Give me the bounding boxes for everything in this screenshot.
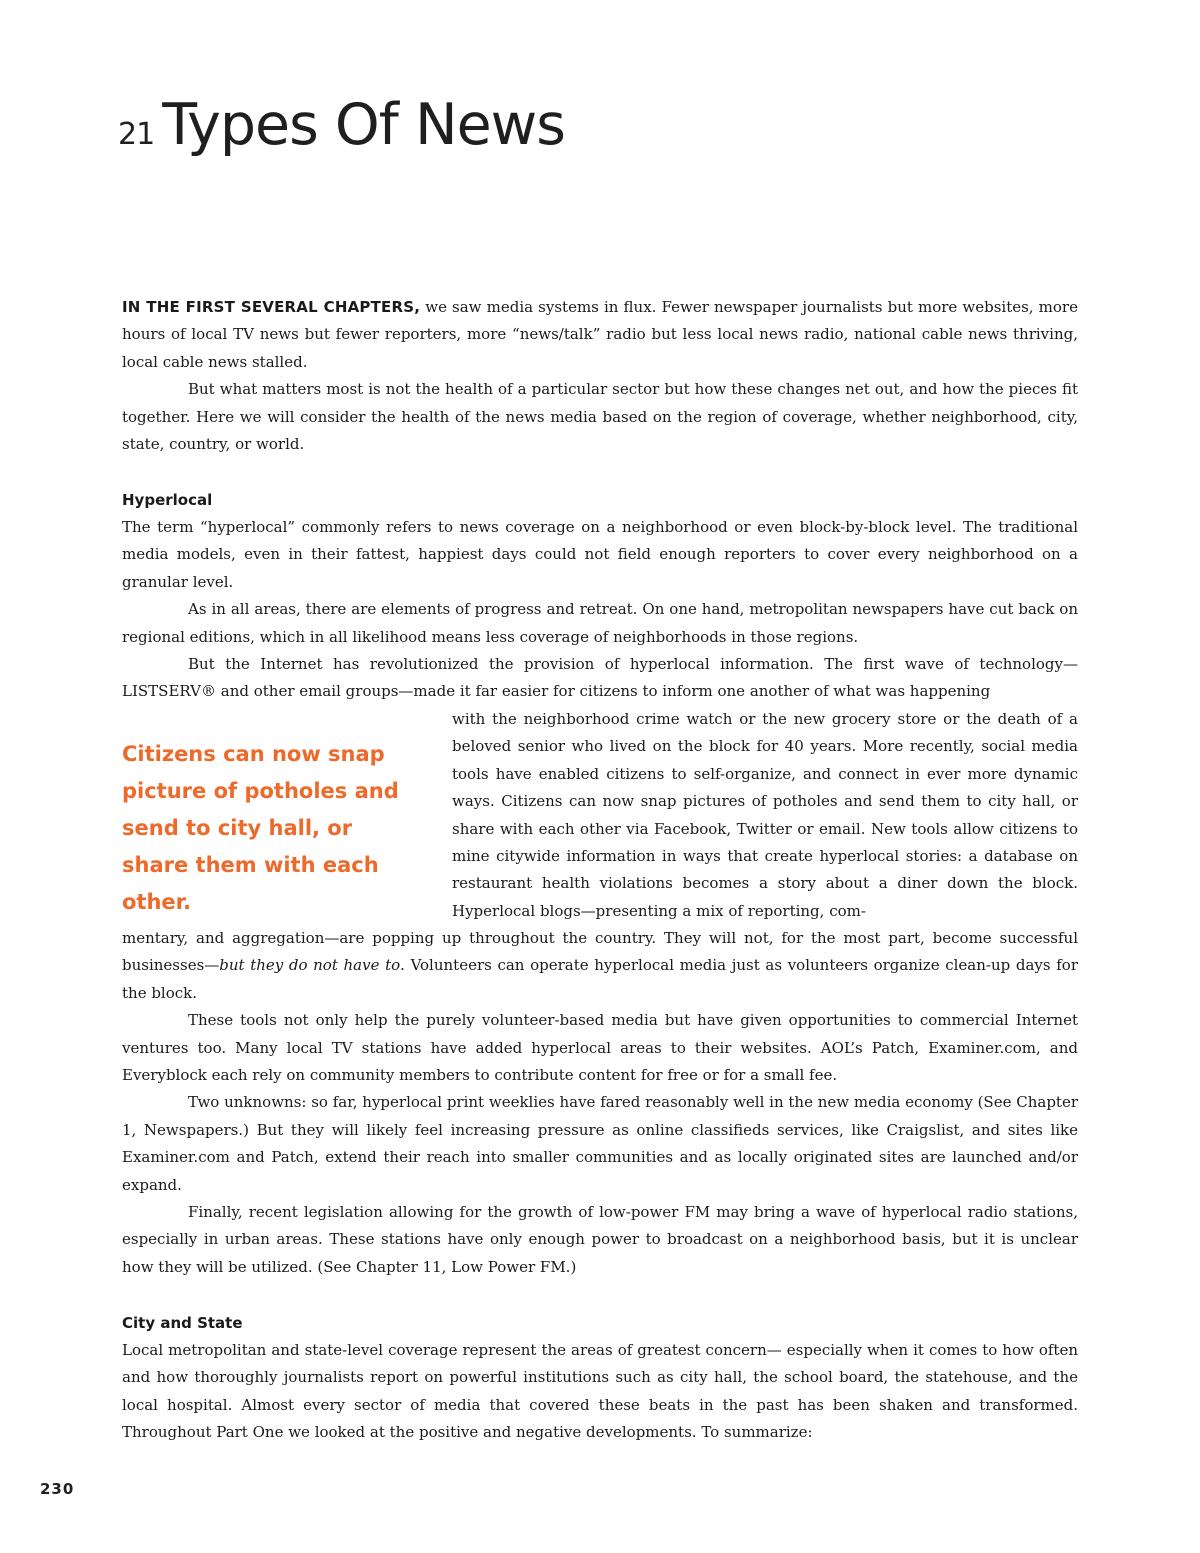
city-state-paragraph-1: Local metropolitan and state-level coverage represent the areas of greatest concern— especially when it comes to how often and how thoroughly journalists report on powerful institutions such as city hall, the school board, the statehouse, and the local hospital. Almost every sector of media that covered these beats in the past has been shaken and transformed. Throughout Part One we looked at the positive and negative developments. To summarize: (122, 1341, 1078, 1442)
hyperlocal-paragraph-2: As in all areas, there are elements of progress and retreat. On one hand, metropolitan newspapers have cut back on regional editions, which in all likelihood means less coverage of neighborhoods in those regions. (122, 600, 1078, 646)
hyperlocal-paragraph-5: Two unknowns: so far, hyperlocal print weeklies have fared reasonably well in the new media economy (See Chapter 1, Newspapers.) But they will likely feel increasing pressure as online classifieds services, like Craigslist, and sites like Examiner.com and Patch, extend their reach into smaller communities and as locally originated sites are launched and/or expand. (122, 1093, 1078, 1194)
hyperlocal-paragraph-3-continued (122, 925, 1078, 1007)
page-number: 230 (40, 1480, 75, 1498)
hyperlocal-paragraph-3-wide-2: . Volunteers can operate hyperlocal media just as volunteers organize clean-up days for the block. (122, 956, 1078, 1002)
hyperlocal-paragraph-1: The term “hyperlocal” commonly refers to news coverage on a neighborhood or even block-by-block level. The traditional media models, even in their fattest, happiest days could not field enough reporters to cover every neighborhood on a granular level. (122, 518, 1078, 591)
hyperlocal-section-bottom (122, 925, 1078, 1281)
hyperlocal-paragraph-3-wide-1: mentary, and aggregation—are popping up throughout the country. They will not, for the most part, become successful businesses— (122, 929, 1078, 975)
section-heading-hyperlocal: Hyperlocal (122, 491, 213, 509)
hyperlocal-section-top (122, 487, 1078, 706)
emphasis-text: but they do not have to (219, 956, 401, 975)
intro-paragraph-1 (122, 294, 1078, 376)
section-heading-city-state: City and State (122, 1314, 243, 1332)
lead-in: IN THE FIRST SEVERAL CHAPTERS, (122, 298, 421, 316)
hyperlocal-paragraph-4: These tools not only help the purely volunteer-based media but have given opportunities to commercial Internet ventures too. Many local TV stations have added hyperlocal areas to their websites. AOL’s Patch, Examiner.com, and Everyblock each rely on community members to contribute content for free or for a small fee. (122, 1011, 1078, 1085)
city-state-section (122, 1310, 1078, 1447)
hyperlocal-paragraph-3-start: But the Internet has revolutionized the provision of hyperlocal information. The first wave of technology—LISTSERV® and other email groups—made it far easier for citizens to inform one another of what was happening (122, 655, 1078, 701)
intro-section (122, 294, 1078, 458)
intro-paragraph-2: But what matters most is not the health of a particular sector but how these changes net out, and how the pieces fit together. Here we will consider the health of the news media based on the region of coverage, whether neighborhood, city, state, country, or world. (122, 380, 1078, 454)
chapter-heading (118, 92, 565, 158)
intro-paragraph-1-text: we saw media systems in flux. Fewer newspaper journalists but more websites, more hours of local TV news but fewer reporters, more “news/talk” radio but less local news radio, national cable news thriving, local cable news stalled. (122, 298, 1078, 371)
hyperlocal-paragraph-3-narrow: with the neighborhood crime watch or the new grocery store or the death of a beloved senior who lived on the block for 40 years. More recently, social media tools have enabled citizens to self-organize, and connect in ever more dynamic ways. Citizens can now snap pictures of potholes and send them to city hall, or share with each other via Facebook, Twitter or email. New tools allow citizens to mine citywide information in ways that create hyperlocal stories: a database on restaurant health violations becomes a story about a diner down the block. Hyperlocal blogs—presenting a mix of reporting, com- (452, 710, 1078, 920)
chapter-title: Types Of News (162, 92, 565, 158)
chapter-number: 21 (118, 117, 155, 152)
hyperlocal-paragraph-6: Finally, recent legislation allowing for the growth of low-power FM may bring a wave of hyperlocal radio stations, especially in urban areas. These stations have only enough power to broadcast on a neighborhood basis, but it is unclear how they will be utilized. (See Chapter 11, Low Power FM.) (122, 1203, 1078, 1276)
pull-quote: Citizens can now snap picture of potholes and send to city hall, or share them with each other. (122, 742, 399, 914)
